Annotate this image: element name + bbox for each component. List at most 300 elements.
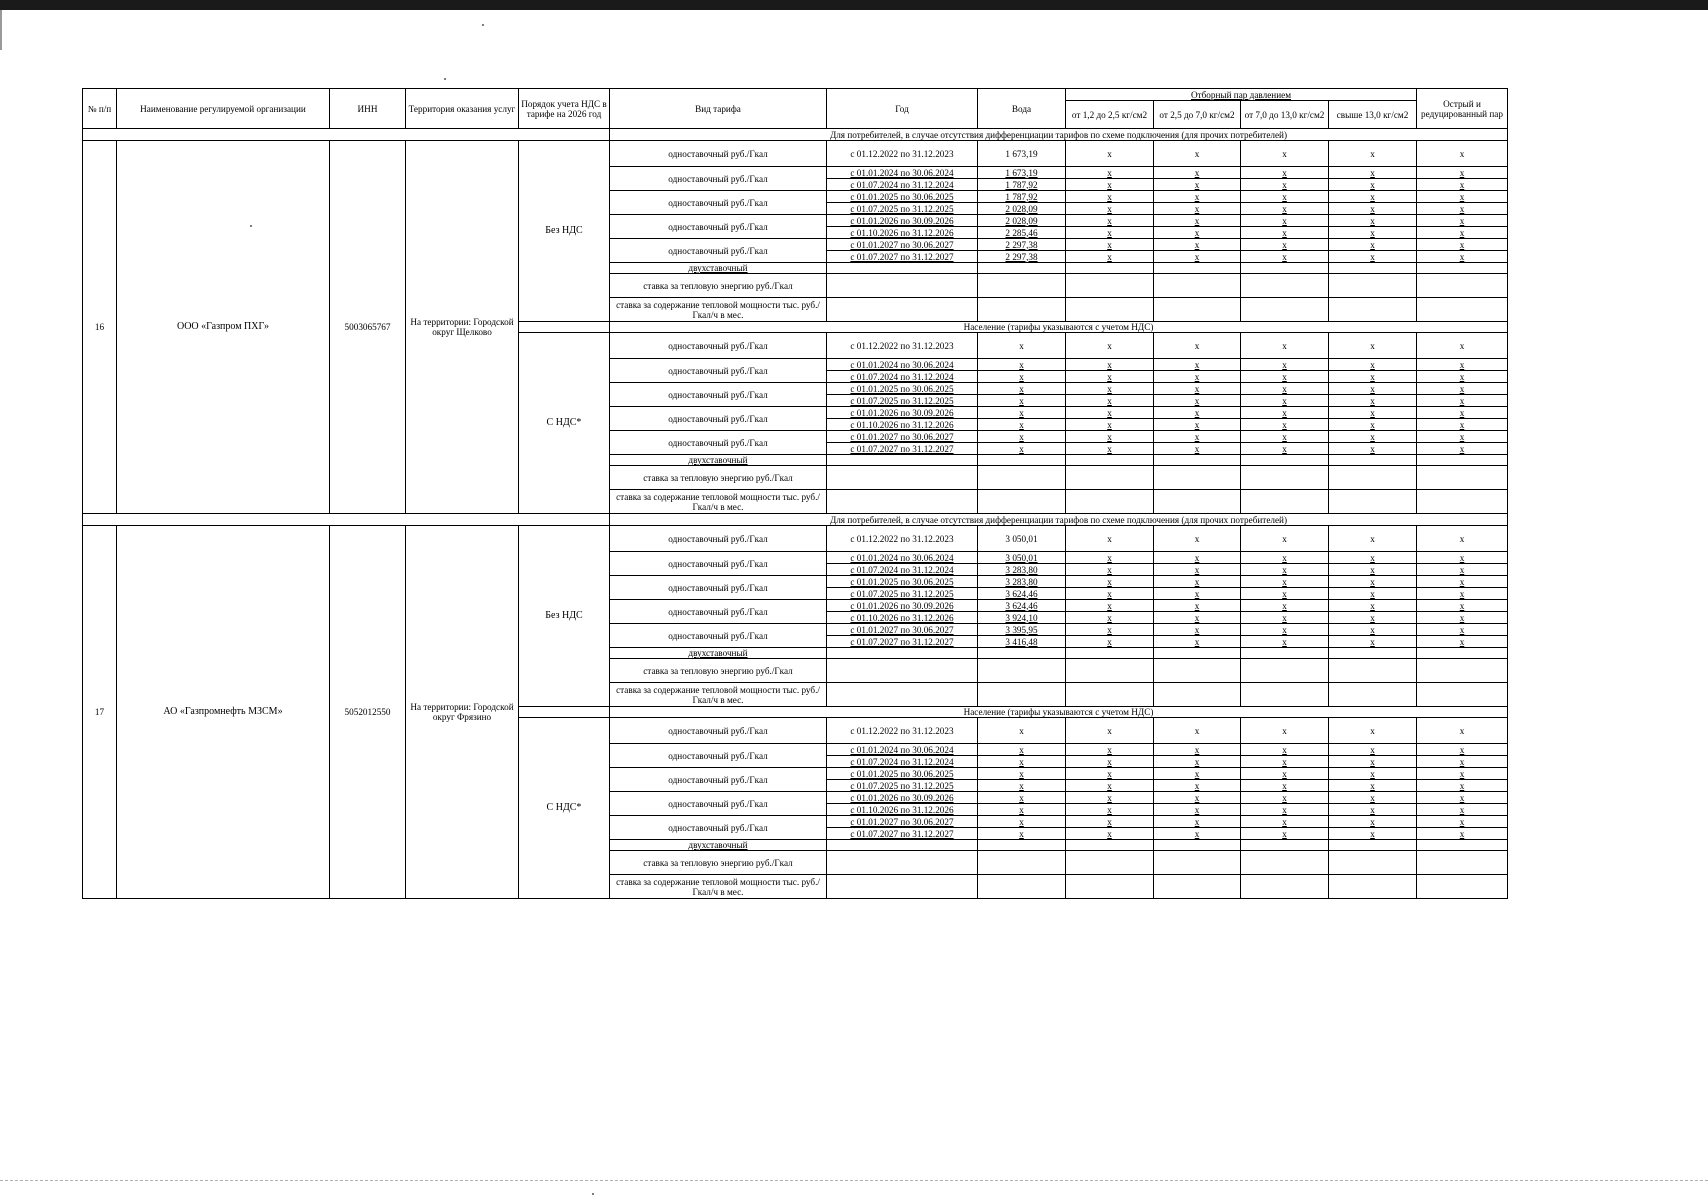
empty-cell <box>1066 875 1154 899</box>
x-mark-cell: x <box>1417 167 1508 179</box>
x-mark-cell: x <box>1066 251 1154 263</box>
x-mark-cell: x <box>1066 203 1154 215</box>
empty-cell <box>1241 466 1329 490</box>
empty-cell <box>1066 490 1154 514</box>
x-mark-cell: x <box>1329 804 1417 816</box>
x-mark-cell: x <box>1417 624 1508 636</box>
x-mark-cell: x <box>1329 636 1417 648</box>
empty-cell <box>1154 466 1241 490</box>
empty-cell <box>978 274 1066 298</box>
x-mark-cell: x <box>1066 395 1154 407</box>
empty-cell <box>1417 274 1508 298</box>
x-mark-cell: x <box>1154 419 1241 431</box>
empty-cell <box>1066 298 1154 322</box>
x-mark-cell: x <box>1154 179 1241 191</box>
tariff-type-two-rate: двухставочный <box>610 455 827 466</box>
table-row <box>83 129 1508 141</box>
period-cell: с 01.12.2022 по 31.12.2023 <box>827 333 978 359</box>
period-cell: с 01.01.2026 по 30.09.2026 <box>827 792 978 804</box>
x-mark-cell: x <box>1329 816 1417 828</box>
x-mark-cell: x <box>1329 167 1417 179</box>
x-mark-cell: x <box>1066 239 1154 251</box>
x-mark-cell: x <box>1241 526 1329 552</box>
table-body <box>83 129 1508 899</box>
x-mark-cell: x <box>1329 780 1417 792</box>
empty-cell <box>1154 490 1241 514</box>
x-mark-cell: x <box>1066 780 1154 792</box>
tariff-type-capacity-rate: ставка за содержание тепловой мощности тыс. руб./Гкал/ч в мес. <box>610 683 827 707</box>
x-mark-cell: x <box>1154 239 1241 251</box>
empty-cell <box>978 455 1066 466</box>
empty-cell <box>1329 875 1417 899</box>
x-mark-cell: x <box>1066 804 1154 816</box>
empty-cell <box>827 263 978 274</box>
x-mark-cell: x <box>1417 215 1508 227</box>
empty-cell <box>1154 659 1241 683</box>
section-spacer <box>519 322 610 333</box>
x-mark-cell: x <box>1066 359 1154 371</box>
tariff-type-two-rate: двухставочный <box>610 840 827 851</box>
empty-cell <box>1329 683 1417 707</box>
period-cell: с 01.10.2026 по 31.12.2026 <box>827 227 978 239</box>
x-mark-cell: x <box>1154 600 1241 612</box>
period-cell: с 01.12.2022 по 31.12.2023 <box>827 526 978 552</box>
tariff-type-one-rate: одноставочный руб./Гкал <box>610 526 827 552</box>
empty-cell <box>1417 851 1508 875</box>
empty-cell <box>1241 648 1329 659</box>
empty-cell <box>1241 263 1329 274</box>
empty-cell <box>827 840 978 851</box>
vat-without-cell: Без НДС <box>519 141 610 322</box>
x-mark-cell: x <box>1417 239 1508 251</box>
empty-cell <box>1066 851 1154 875</box>
x-mark-cell: x <box>1154 359 1241 371</box>
period-cell: с 01.01.2026 по 30.09.2026 <box>827 600 978 612</box>
x-mark-cell: x <box>1329 191 1417 203</box>
x-mark-cell: x <box>1329 564 1417 576</box>
x-mark-cell: x <box>1329 718 1417 744</box>
x-mark-cell: x <box>1241 624 1329 636</box>
water-value-cell: 2 297,38 <box>978 251 1066 263</box>
x-mark-cell: x <box>1066 227 1154 239</box>
period-cell: с 01.10.2026 по 31.12.2026 <box>827 804 978 816</box>
x-mark-cell: x <box>1241 239 1329 251</box>
section-spacer <box>83 514 610 526</box>
x-mark-cell: x <box>1241 215 1329 227</box>
x-mark-cell: x <box>1154 718 1241 744</box>
scan-edge-left <box>0 10 2 50</box>
vat-without-cell: Без НДС <box>519 526 610 707</box>
water-value-cell: x <box>978 768 1066 780</box>
water-value-cell: x <box>978 792 1066 804</box>
water-value-cell: x <box>978 407 1066 419</box>
empty-cell <box>1329 840 1417 851</box>
tariff-type-one-rate: одноставочный руб./Гкал <box>610 576 827 600</box>
x-mark-cell: x <box>1417 141 1508 167</box>
empty-cell <box>1066 840 1154 851</box>
empty-cell <box>1154 875 1241 899</box>
empty-cell <box>978 298 1066 322</box>
empty-cell <box>1154 648 1241 659</box>
period-cell: с 01.10.2026 по 31.12.2026 <box>827 419 978 431</box>
x-mark-cell: x <box>1417 383 1508 395</box>
x-mark-cell: x <box>1241 576 1329 588</box>
x-mark-cell: x <box>1417 431 1508 443</box>
x-mark-cell: x <box>1241 431 1329 443</box>
empty-cell <box>1329 490 1417 514</box>
empty-cell <box>1241 683 1329 707</box>
empty-cell <box>1417 298 1508 322</box>
empty-cell <box>827 659 978 683</box>
water-value-cell: 1 787,92 <box>978 191 1066 203</box>
x-mark-cell: x <box>1241 203 1329 215</box>
x-mark-cell: x <box>1241 780 1329 792</box>
x-mark-cell: x <box>1417 804 1508 816</box>
x-mark-cell: x <box>1417 576 1508 588</box>
empty-cell <box>1417 490 1508 514</box>
x-mark-cell: x <box>1329 552 1417 564</box>
x-mark-cell: x <box>1329 768 1417 780</box>
x-mark-cell: x <box>1241 768 1329 780</box>
period-cell: с 01.07.2027 по 31.12.2027 <box>827 251 978 263</box>
period-cell: с 01.01.2024 по 30.06.2024 <box>827 359 978 371</box>
water-value-cell: x <box>978 828 1066 840</box>
x-mark-cell: x <box>1154 780 1241 792</box>
water-value-cell: 3 283,80 <box>978 576 1066 588</box>
empty-cell <box>1066 263 1154 274</box>
x-mark-cell: x <box>1329 828 1417 840</box>
water-value-cell: 3 050,01 <box>978 552 1066 564</box>
x-mark-cell: x <box>1066 792 1154 804</box>
empty-cell <box>978 683 1066 707</box>
tariff-type-energy-rate: ставка за тепловую энергию руб./Гкал <box>610 274 827 298</box>
x-mark-cell: x <box>1329 333 1417 359</box>
empty-cell <box>1329 466 1417 490</box>
x-mark-cell: x <box>1066 333 1154 359</box>
section-title-other: Для потребителей, в случае отсутствия дифференциации тарифов по схеме подключения (для прочих потребителей) <box>610 514 1508 526</box>
x-mark-cell: x <box>1417 179 1508 191</box>
x-mark-cell: x <box>1066 756 1154 768</box>
x-mark-cell: x <box>1329 431 1417 443</box>
tariff-type-energy-rate: ставка за тепловую энергию руб./Гкал <box>610 659 827 683</box>
period-cell: с 01.01.2025 по 30.06.2025 <box>827 576 978 588</box>
empty-cell <box>1066 455 1154 466</box>
x-mark-cell: x <box>1329 251 1417 263</box>
water-value-cell: x <box>978 816 1066 828</box>
empty-cell <box>1154 840 1241 851</box>
x-mark-cell: x <box>1154 828 1241 840</box>
period-cell: с 01.07.2027 по 31.12.2027 <box>827 636 978 648</box>
col-steam-4-header: свыше 13,0 кг/см2 <box>1329 101 1417 129</box>
period-cell: с 01.01.2027 по 30.06.2027 <box>827 816 978 828</box>
empty-cell <box>827 875 978 899</box>
x-mark-cell: x <box>1329 419 1417 431</box>
x-mark-cell: x <box>1417 718 1508 744</box>
col-inn-header: ИНН <box>330 89 406 129</box>
empty-cell <box>978 659 1066 683</box>
x-mark-cell: x <box>1329 203 1417 215</box>
x-mark-cell: x <box>1417 419 1508 431</box>
water-value-cell: 3 050,01 <box>978 526 1066 552</box>
empty-cell <box>1154 263 1241 274</box>
x-mark-cell: x <box>1329 407 1417 419</box>
tariff-sheet <box>82 88 1507 899</box>
tariff-type-one-rate: одноставочный руб./Гкал <box>610 431 827 455</box>
period-cell: с 01.07.2024 по 31.12.2024 <box>827 179 978 191</box>
x-mark-cell: x <box>1417 828 1508 840</box>
x-mark-cell: x <box>1329 227 1417 239</box>
period-cell: с 01.07.2027 по 31.12.2027 <box>827 443 978 455</box>
period-cell: с 01.01.2026 по 30.09.2026 <box>827 407 978 419</box>
empty-cell <box>827 490 978 514</box>
x-mark-cell: x <box>1417 756 1508 768</box>
x-mark-cell: x <box>1241 600 1329 612</box>
org-name-cell: АО «Газпромнефть МЗСМ» <box>117 526 330 899</box>
period-cell: с 01.07.2027 по 31.12.2027 <box>827 828 978 840</box>
col-org-header: Наименование регулируемой организации <box>117 89 330 129</box>
x-mark-cell: x <box>1154 768 1241 780</box>
scan-speck <box>592 1193 594 1195</box>
x-mark-cell: x <box>1066 624 1154 636</box>
water-value-cell: x <box>978 744 1066 756</box>
tariff-type-one-rate: одноставочный руб./Гкал <box>610 383 827 407</box>
section-title-population: Население (тарифы указываются с учетом НДС) <box>610 322 1508 333</box>
empty-cell <box>1066 659 1154 683</box>
empty-cell <box>1241 851 1329 875</box>
period-cell: с 01.01.2027 по 30.06.2027 <box>827 239 978 251</box>
x-mark-cell: x <box>1417 744 1508 756</box>
x-mark-cell: x <box>1417 371 1508 383</box>
x-mark-cell: x <box>1066 179 1154 191</box>
x-mark-cell: x <box>1241 333 1329 359</box>
water-value-cell: 2 297,38 <box>978 239 1066 251</box>
col-tariff-type-header: Вид тарифа <box>610 89 827 129</box>
x-mark-cell: x <box>1329 526 1417 552</box>
empty-cell <box>1154 851 1241 875</box>
empty-cell <box>1241 875 1329 899</box>
empty-cell <box>1329 274 1417 298</box>
x-mark-cell: x <box>1066 828 1154 840</box>
water-value-cell: x <box>978 359 1066 371</box>
period-cell: с 01.01.2027 по 30.06.2027 <box>827 431 978 443</box>
empty-cell <box>1241 298 1329 322</box>
period-cell: с 01.07.2024 по 31.12.2024 <box>827 756 978 768</box>
period-cell: с 01.12.2022 по 31.12.2023 <box>827 718 978 744</box>
x-mark-cell: x <box>1154 203 1241 215</box>
x-mark-cell: x <box>1417 768 1508 780</box>
x-mark-cell: x <box>1066 526 1154 552</box>
x-mark-cell: x <box>1154 407 1241 419</box>
x-mark-cell: x <box>1066 816 1154 828</box>
table-row <box>83 514 1508 526</box>
water-value-cell: 3 395,95 <box>978 624 1066 636</box>
x-mark-cell: x <box>1329 576 1417 588</box>
col-num-header: № п/п <box>83 89 117 129</box>
tariff-type-one-rate: одноставочный руб./Гкал <box>610 718 827 744</box>
x-mark-cell: x <box>1241 612 1329 624</box>
empty-cell <box>978 648 1066 659</box>
x-mark-cell: x <box>1417 588 1508 600</box>
x-mark-cell: x <box>1329 624 1417 636</box>
col-steam-2-header: от 2,5 до 7,0 кг/см2 <box>1154 101 1241 129</box>
col-sharp-steam-header: Острый и редуцированный пар <box>1417 89 1508 129</box>
tariff-type-one-rate: одноставочный руб./Гкал <box>610 239 827 263</box>
period-cell: с 01.01.2025 по 30.06.2025 <box>827 383 978 395</box>
x-mark-cell: x <box>1329 744 1417 756</box>
period-cell: с 01.07.2025 по 31.12.2025 <box>827 780 978 792</box>
x-mark-cell: x <box>1154 383 1241 395</box>
water-value-cell: x <box>978 383 1066 395</box>
x-mark-cell: x <box>1241 552 1329 564</box>
empty-cell <box>1417 875 1508 899</box>
x-mark-cell: x <box>1154 792 1241 804</box>
empty-cell <box>978 840 1066 851</box>
x-mark-cell: x <box>1417 407 1508 419</box>
water-value-cell: x <box>978 419 1066 431</box>
x-mark-cell: x <box>1241 804 1329 816</box>
period-cell: с 01.07.2024 по 31.12.2024 <box>827 564 978 576</box>
x-mark-cell: x <box>1066 141 1154 167</box>
empty-cell <box>1329 455 1417 466</box>
tariff-type-one-rate: одноставочный руб./Гкал <box>610 624 827 648</box>
x-mark-cell: x <box>1154 612 1241 624</box>
water-value-cell: 3 624,46 <box>978 600 1066 612</box>
x-mark-cell: x <box>1154 333 1241 359</box>
x-mark-cell: x <box>1417 636 1508 648</box>
x-mark-cell: x <box>1241 141 1329 167</box>
empty-cell <box>1154 683 1241 707</box>
empty-cell <box>1241 840 1329 851</box>
org-territory-cell: На территории: Городской округ Щелково <box>406 141 519 514</box>
water-value-cell: 2 028,09 <box>978 215 1066 227</box>
x-mark-cell: x <box>1154 431 1241 443</box>
empty-cell <box>827 648 978 659</box>
x-mark-cell: x <box>1417 564 1508 576</box>
x-mark-cell: x <box>1154 167 1241 179</box>
x-mark-cell: x <box>1417 227 1508 239</box>
x-mark-cell: x <box>1241 407 1329 419</box>
water-value-cell: x <box>978 756 1066 768</box>
x-mark-cell: x <box>1154 251 1241 263</box>
x-mark-cell: x <box>1066 552 1154 564</box>
x-mark-cell: x <box>1241 395 1329 407</box>
empty-cell <box>1329 263 1417 274</box>
x-mark-cell: x <box>1154 227 1241 239</box>
x-mark-cell: x <box>1417 526 1508 552</box>
empty-cell <box>1241 659 1329 683</box>
col-territory-header: Территория оказания услуг <box>406 89 519 129</box>
x-mark-cell: x <box>1417 816 1508 828</box>
tariff-type-capacity-rate: ставка за содержание тепловой мощности тыс. руб./Гкал/ч в мес. <box>610 875 827 899</box>
x-mark-cell: x <box>1154 141 1241 167</box>
tariff-table <box>82 88 1508 899</box>
section-spacer <box>83 129 610 141</box>
empty-cell <box>1329 851 1417 875</box>
x-mark-cell: x <box>1329 792 1417 804</box>
scan-speck <box>482 24 484 26</box>
empty-cell <box>1329 298 1417 322</box>
x-mark-cell: x <box>1417 359 1508 371</box>
col-year-header: Год <box>827 89 978 129</box>
tariff-type-one-rate: одноставочный руб./Гкал <box>610 600 827 624</box>
x-mark-cell: x <box>1241 191 1329 203</box>
x-mark-cell: x <box>1329 383 1417 395</box>
empty-cell <box>1066 274 1154 298</box>
period-cell: с 01.01.2027 по 30.06.2027 <box>827 624 978 636</box>
tariff-type-one-rate: одноставочный руб./Гкал <box>610 141 827 167</box>
x-mark-cell: x <box>1241 251 1329 263</box>
x-mark-cell: x <box>1241 588 1329 600</box>
empty-cell <box>1417 455 1508 466</box>
table-header <box>83 89 1508 129</box>
col-steam-3-header: от 7,0 до 13,0 кг/см2 <box>1241 101 1329 129</box>
x-mark-cell: x <box>1241 828 1329 840</box>
x-mark-cell: x <box>1241 792 1329 804</box>
tariff-type-one-rate: одноставочный руб./Гкал <box>610 191 827 215</box>
tariff-type-energy-rate: ставка за тепловую энергию руб./Гкал <box>610 466 827 490</box>
x-mark-cell: x <box>1329 443 1417 455</box>
empty-cell <box>1066 466 1154 490</box>
x-mark-cell: x <box>1154 744 1241 756</box>
period-cell: с 01.10.2026 по 31.12.2026 <box>827 612 978 624</box>
x-mark-cell: x <box>1417 780 1508 792</box>
x-mark-cell: x <box>1241 718 1329 744</box>
period-cell: с 01.12.2022 по 31.12.2023 <box>827 141 978 167</box>
x-mark-cell: x <box>1241 816 1329 828</box>
x-mark-cell: x <box>1066 718 1154 744</box>
water-value-cell: x <box>978 395 1066 407</box>
x-mark-cell: x <box>1241 167 1329 179</box>
water-value-cell: 1 787,92 <box>978 179 1066 191</box>
empty-cell <box>978 490 1066 514</box>
water-value-cell: x <box>978 443 1066 455</box>
x-mark-cell: x <box>1066 564 1154 576</box>
water-value-cell: 2 028,09 <box>978 203 1066 215</box>
x-mark-cell: x <box>1417 612 1508 624</box>
tariff-type-one-rate: одноставочный руб./Гкал <box>610 407 827 431</box>
vat-with-cell: С НДС* <box>519 718 610 899</box>
scan-edge-bottom <box>0 1180 1708 1182</box>
table-row <box>83 526 1508 552</box>
x-mark-cell: x <box>1241 443 1329 455</box>
section-title-population: Население (тарифы указываются с учетом НДС) <box>610 707 1508 718</box>
empty-cell <box>1417 263 1508 274</box>
empty-cell <box>978 263 1066 274</box>
period-cell: с 01.07.2025 по 31.12.2025 <box>827 203 978 215</box>
col-steam-1-header: от 1,2 до 2,5 кг/см2 <box>1066 101 1154 129</box>
col-vat-order-header: Порядок учета НДС в тарифе на 2026 год <box>519 89 610 129</box>
empty-cell <box>978 875 1066 899</box>
org-number-cell: 16 <box>83 141 117 514</box>
x-mark-cell: x <box>1154 552 1241 564</box>
org-name-cell: ООО «Газпром ПХГ» <box>117 141 330 514</box>
water-value-cell: x <box>978 780 1066 792</box>
x-mark-cell: x <box>1417 203 1508 215</box>
empty-cell <box>827 466 978 490</box>
x-mark-cell: x <box>1154 215 1241 227</box>
x-mark-cell: x <box>1066 215 1154 227</box>
empty-cell <box>1417 648 1508 659</box>
x-mark-cell: x <box>1329 371 1417 383</box>
water-value-cell: x <box>978 333 1066 359</box>
x-mark-cell: x <box>1417 792 1508 804</box>
x-mark-cell: x <box>1241 756 1329 768</box>
empty-cell <box>827 455 978 466</box>
x-mark-cell: x <box>1066 407 1154 419</box>
tariff-type-one-rate: одноставочный руб./Гкал <box>610 792 827 816</box>
x-mark-cell: x <box>1241 383 1329 395</box>
empty-cell <box>827 683 978 707</box>
